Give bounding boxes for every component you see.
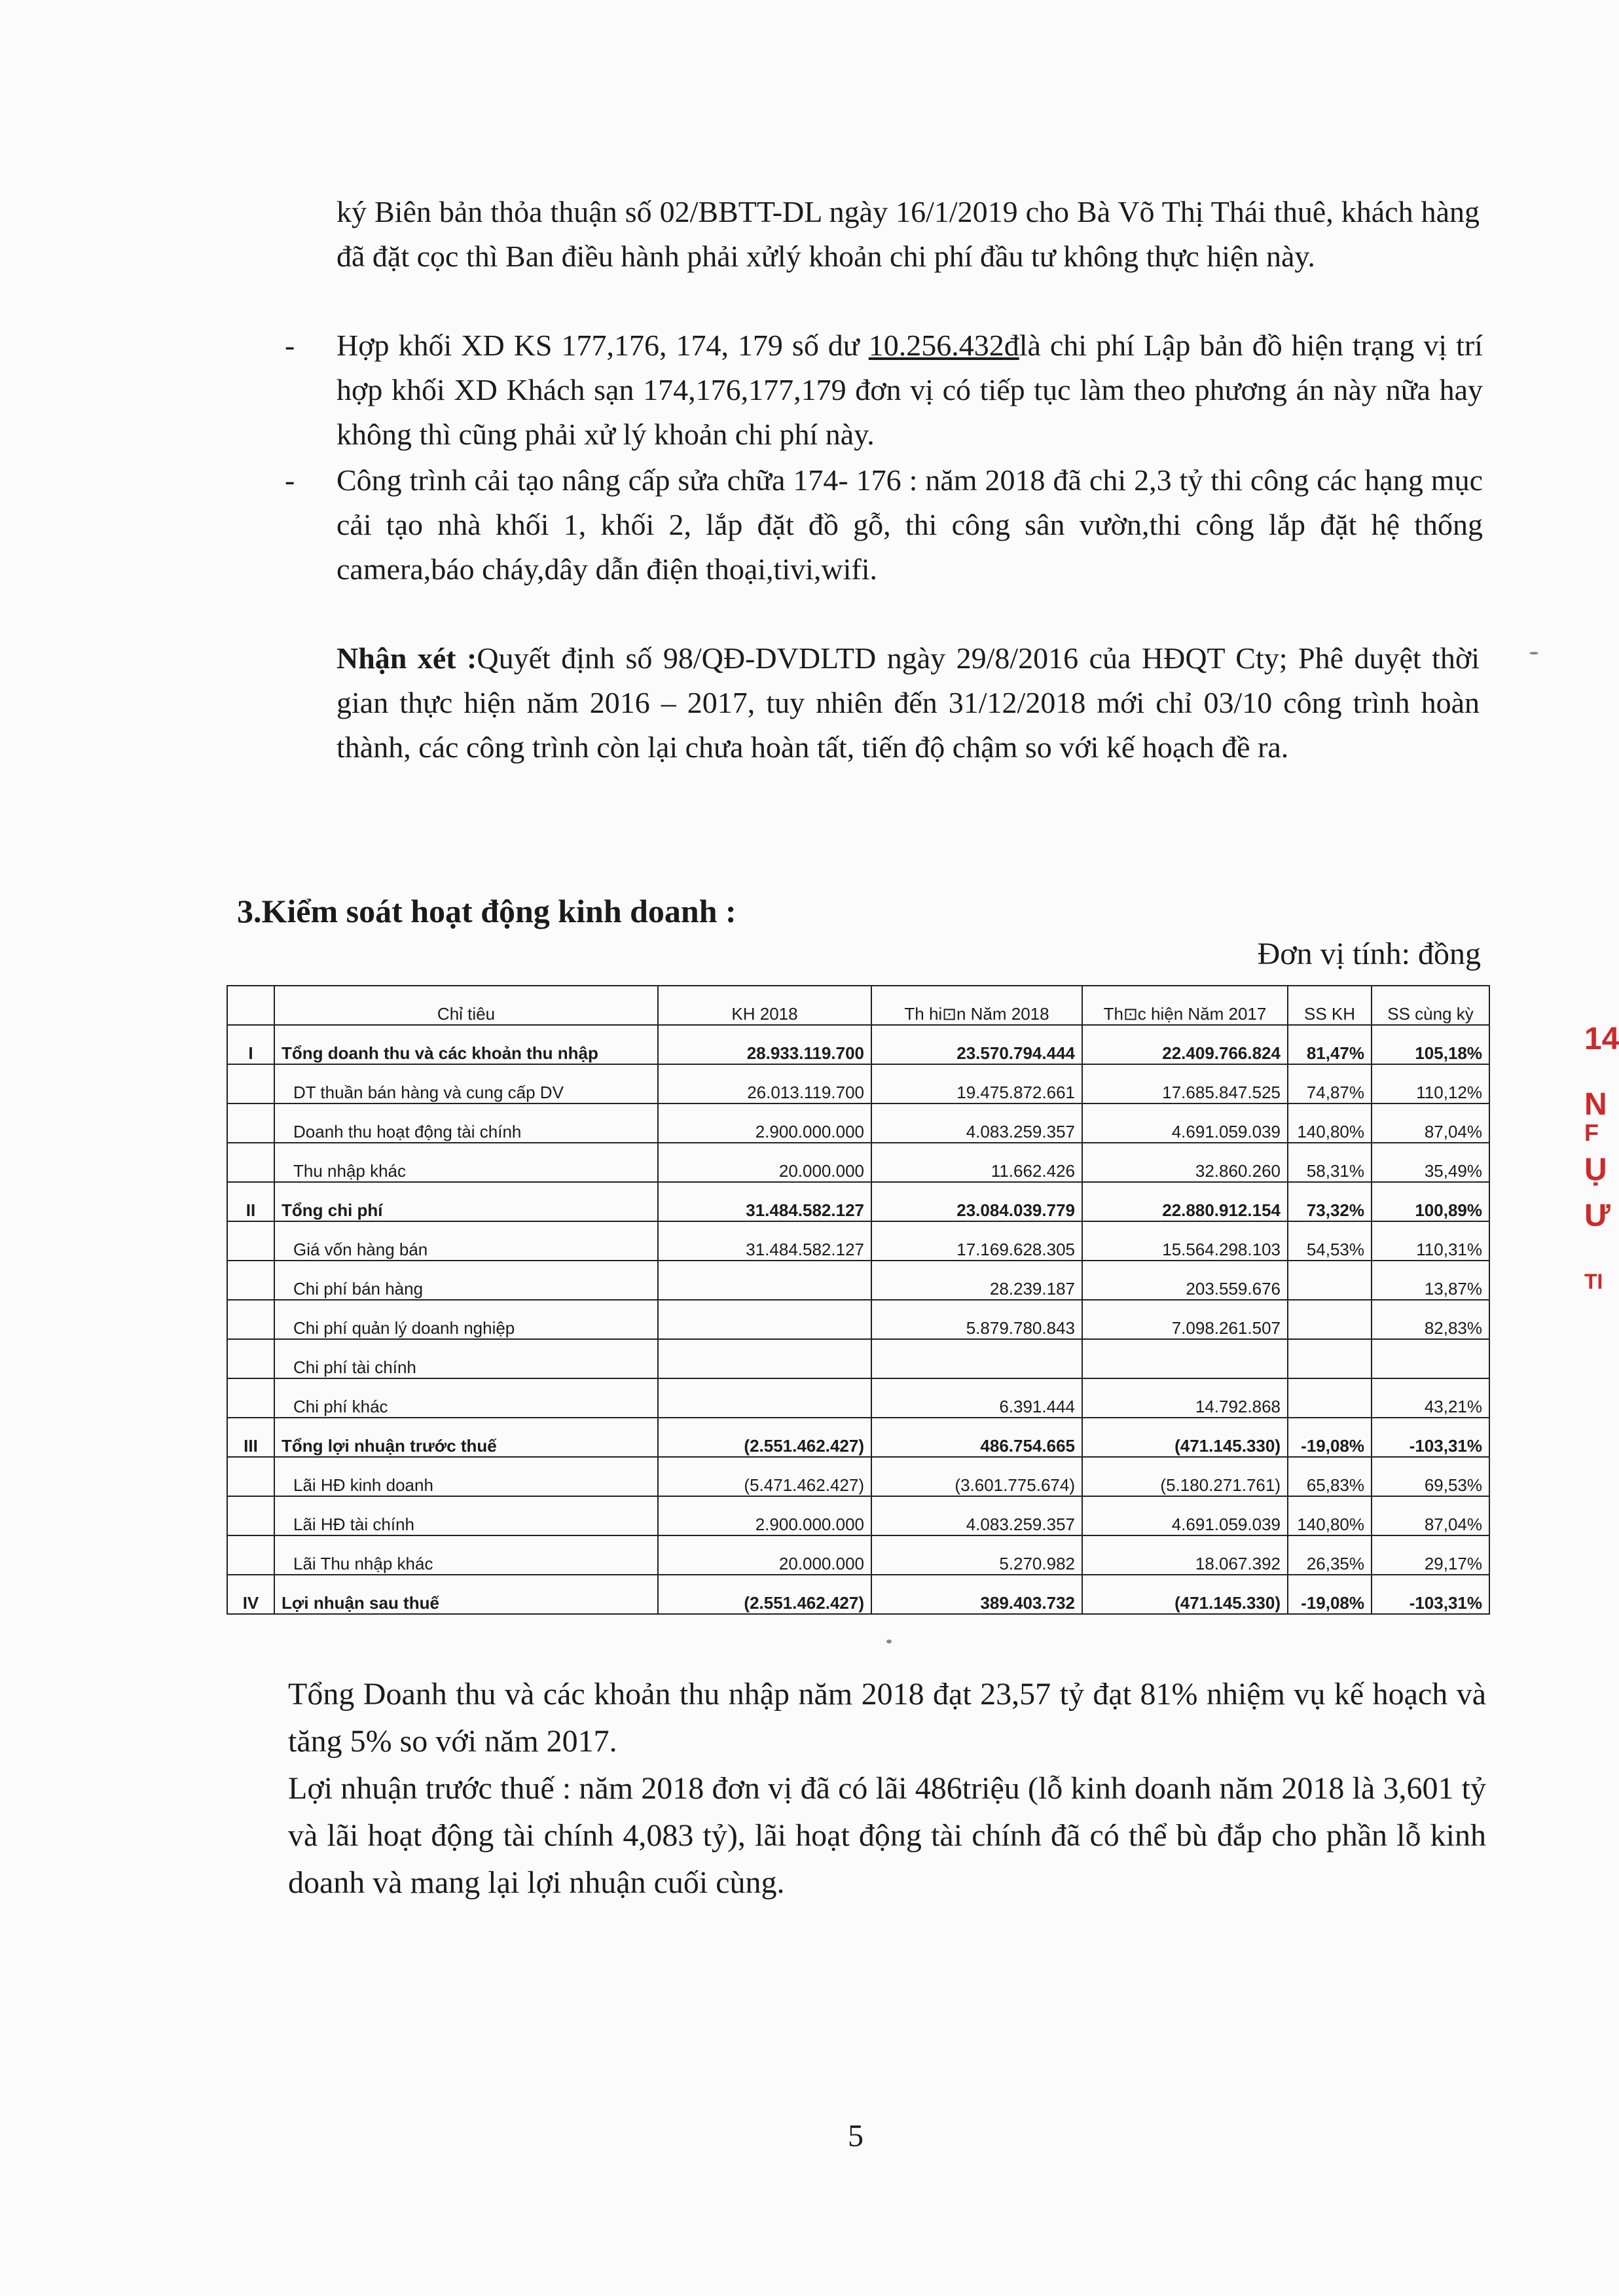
bullet-dash: - xyxy=(285,329,295,362)
intro-text: ký Biên bản thỏa thuận số 02/BBTT-DL ngày 16/1/2019 cho Bà Võ Thị Thái thuê, khách hàng đã đặt cọc thì Ban điều hành phải xửlý khoản chi phí đầu tư không thực hiện này. xyxy=(337,195,1480,273)
summary-profit: Lợi nhuận trước thuế : năm 2018 đơn vị đã có lãi 486triệu (lỗ kinh doanh năm 2018 là 3,601 tỷ và lãi hoạt động tài chính 4,083 tỷ), lãi hoạt động tài chính đã có thể bù đắp cho phần lỗ kinh doanh và mang lại lợi nhuận cuối cùng. xyxy=(288,1771,1486,1900)
row-vs-last-year: 82,83% xyxy=(1372,1300,1489,1339)
header-plan-2018: KH 2018 xyxy=(658,986,871,1025)
row-no: II xyxy=(227,1182,274,1221)
row-indicator: Chi phí tài chính xyxy=(274,1339,658,1378)
business-results-table xyxy=(227,985,1490,1615)
row-actual-2018: 4.083.259.357 xyxy=(871,1103,1082,1143)
table-row xyxy=(227,1300,1489,1339)
row-actual-2018: 4.083.259.357 xyxy=(871,1496,1082,1535)
row-indicator: Giá vốn hàng bán xyxy=(274,1221,658,1261)
row-vs-last-year xyxy=(1372,1339,1489,1378)
row-actual-2018: 19.475.872.661 xyxy=(871,1064,1082,1103)
table-row xyxy=(227,1064,1489,1103)
row-plan-2018 xyxy=(658,1261,871,1300)
row-actual-2017: 15.564.298.103 xyxy=(1082,1221,1288,1261)
row-vs-last-year: 110,12% xyxy=(1372,1064,1489,1103)
row-vs-last-year: 110,31% xyxy=(1372,1221,1489,1261)
row-indicator: Tổng doanh thu và các khoản thu nhập xyxy=(274,1025,658,1064)
row-vs-last-year: 35,49% xyxy=(1372,1143,1489,1182)
bullet-item xyxy=(285,323,1483,457)
bullet-text xyxy=(337,323,1483,457)
summary-block xyxy=(288,1671,1486,1907)
row-vs-plan: 74,87% xyxy=(1288,1064,1372,1103)
row-indicator: Lợi nhuận sau thuế xyxy=(274,1575,658,1614)
row-plan-2018: (2.551.462.427) xyxy=(658,1418,871,1457)
row-vs-last-year: -103,31% xyxy=(1372,1418,1489,1457)
row-no: III xyxy=(227,1418,274,1457)
row-vs-plan: 26,35% xyxy=(1288,1535,1372,1575)
row-vs-plan xyxy=(1288,1300,1372,1339)
row-indicator: Chi phí khác xyxy=(274,1378,658,1418)
row-indicator: Tổng lợi nhuận trước thuế xyxy=(274,1418,658,1457)
row-actual-2018: 23.570.794.444 xyxy=(871,1025,1082,1064)
row-indicator: Lãi HĐ tài chính xyxy=(274,1496,658,1535)
stamp-fragment: TI xyxy=(1584,1270,1603,1293)
header-actual-2018: Th hi⊡n Năm 2018 xyxy=(871,986,1082,1025)
header-indicator: Chỉ tiêu xyxy=(274,986,658,1025)
row-plan-2018: 2.900.000.000 xyxy=(658,1103,871,1143)
row-actual-2017: 4.691.059.039 xyxy=(1082,1496,1288,1535)
row-vs-plan: 73,32% xyxy=(1288,1182,1372,1221)
bullet-item xyxy=(285,458,1483,592)
row-plan-2018 xyxy=(658,1339,871,1378)
stamp-fragment: Ụ xyxy=(1584,1153,1607,1187)
row-actual-2018: 389.403.732 xyxy=(871,1575,1082,1614)
bullet-dash: - xyxy=(285,463,295,497)
row-vs-plan: -19,08% xyxy=(1288,1418,1372,1457)
row-vs-last-year: 87,04% xyxy=(1372,1496,1489,1535)
row-actual-2017: 32.860.260 xyxy=(1082,1143,1288,1182)
row-plan-2018: 20.000.000 xyxy=(658,1143,871,1182)
row-no xyxy=(227,1378,274,1418)
summary-revenue: Tổng Doanh thu và các khoản thu nhập năm 2018 đạt 23,57 tỷ đạt 81% nhiệm vụ kế hoạch và tăng 5% so với năm 2017. xyxy=(288,1677,1486,1759)
stamp-fragment: Ư xyxy=(1584,1198,1610,1233)
row-actual-2018: 6.391.444 xyxy=(871,1378,1082,1418)
row-no xyxy=(227,1535,274,1575)
row-plan-2018: 26.013.119.700 xyxy=(658,1064,871,1103)
row-no xyxy=(227,1103,274,1143)
row-plan-2018: (5.471.462.427) xyxy=(658,1457,871,1496)
row-actual-2017: (5.180.271.761) xyxy=(1082,1457,1288,1496)
row-plan-2018: 31.484.582.127 xyxy=(658,1221,871,1261)
row-vs-plan xyxy=(1288,1339,1372,1378)
row-actual-2017: 7.098.261.507 xyxy=(1082,1300,1288,1339)
row-actual-2017: 17.685.847.525 xyxy=(1082,1064,1288,1103)
page-number: 5 xyxy=(848,2119,864,2153)
row-plan-2018: (2.551.462.427) xyxy=(658,1575,871,1614)
header-vs-last-year: SS cùng kỳ xyxy=(1372,986,1489,1025)
row-actual-2017: (471.145.330) xyxy=(1082,1575,1288,1614)
row-vs-last-year: 29,17% xyxy=(1372,1535,1489,1575)
row-actual-2018: 5.879.780.843 xyxy=(871,1300,1082,1339)
table-row xyxy=(227,1457,1489,1496)
table-row xyxy=(227,1496,1489,1535)
row-plan-2018 xyxy=(658,1378,871,1418)
row-vs-last-year: 69,53% xyxy=(1372,1457,1489,1496)
table-row xyxy=(227,1143,1489,1182)
table-row xyxy=(227,1339,1489,1378)
table-header-row xyxy=(227,986,1489,1025)
stamp-fragment: 14 xyxy=(1584,1022,1619,1056)
row-vs-last-year: 105,18% xyxy=(1372,1025,1489,1064)
bullet-text xyxy=(337,458,1483,592)
row-vs-plan: 54,53% xyxy=(1288,1221,1372,1261)
row-plan-2018: 31.484.582.127 xyxy=(658,1182,871,1221)
row-actual-2017 xyxy=(1082,1339,1288,1378)
row-no xyxy=(227,1064,274,1103)
row-no xyxy=(227,1261,274,1300)
row-actual-2017: 4.691.059.039 xyxy=(1082,1103,1288,1143)
row-indicator: DT thuần bán hàng và cung cấp DV xyxy=(274,1064,658,1103)
row-actual-2017: (471.145.330) xyxy=(1082,1418,1288,1457)
remark-label: Nhận xét : xyxy=(337,641,477,675)
row-plan-2018: 20.000.000 xyxy=(658,1535,871,1575)
row-vs-plan xyxy=(1288,1261,1372,1300)
row-indicator: Lãi Thu nhập khác xyxy=(274,1535,658,1575)
bullet-text-before: Hợp khối XD KS 177,176, 174, 179 số dư xyxy=(337,329,869,362)
table-row xyxy=(227,1575,1489,1614)
row-vs-plan: 140,80% xyxy=(1288,1103,1372,1143)
row-actual-2018 xyxy=(871,1339,1082,1378)
table-row xyxy=(227,1221,1489,1261)
unit-label: Đơn vị tính: đồng xyxy=(1257,937,1481,971)
row-vs-last-year: 100,89% xyxy=(1372,1182,1489,1221)
row-vs-plan xyxy=(1288,1378,1372,1418)
intro-paragraph xyxy=(337,190,1480,279)
stamp-fragment: F xyxy=(1584,1119,1599,1146)
scan-speck xyxy=(886,1640,892,1643)
row-actual-2017: 22.880.912.154 xyxy=(1082,1182,1288,1221)
row-actual-2018: 11.662.426 xyxy=(871,1143,1082,1182)
row-vs-plan: 58,31% xyxy=(1288,1143,1372,1182)
row-actual-2018: 23.084.039.779 xyxy=(871,1182,1082,1221)
row-vs-plan: 81,47% xyxy=(1288,1025,1372,1064)
remark-paragraph xyxy=(337,636,1480,770)
remark-text: Quyết định số 98/QĐ-DVDLTD ngày 29/8/2016 của HĐQT Cty; Phê duyệt thời gian thực hiện năm 2016 – 2017, tuy nhiên đến 31/12/2018 mới chỉ 03/10 công trình hoàn thành, các công trình còn lại chưa hoàn tất, tiến độ chậm so với kế hoạch đề ra. xyxy=(337,641,1480,764)
row-plan-2018: 2.900.000.000 xyxy=(658,1496,871,1535)
row-indicator: Chi phí bán hàng xyxy=(274,1261,658,1300)
section-heading: 3.Kiểm soát hoạt động kinh doanh : xyxy=(237,893,737,929)
header-no xyxy=(227,986,274,1025)
table-row xyxy=(227,1025,1489,1064)
row-actual-2017: 14.792.868 xyxy=(1082,1378,1288,1418)
row-actual-2017: 22.409.766.824 xyxy=(1082,1025,1288,1064)
row-no xyxy=(227,1300,274,1339)
table-row xyxy=(227,1261,1489,1300)
table-row xyxy=(227,1535,1489,1575)
row-no xyxy=(227,1339,274,1378)
bullet-text-after: là chi phí Lập bản đồ hiện trạng vị trí hợp khối XD Khách sạn 174,176,177,179 đơn vị có tiếp tục làm theo phương án này nữa hay không thì cũng phải xử lý khoản chi phí này. xyxy=(337,329,1483,451)
row-actual-2018: 486.754.665 xyxy=(871,1418,1082,1457)
row-indicator: Chi phí quản lý doanh nghiệp xyxy=(274,1300,658,1339)
header-actual-2017: Th⊡c hiện Năm 2017 xyxy=(1082,986,1288,1025)
stamp-fragment: N xyxy=(1584,1087,1607,1122)
row-actual-2018: 28.239.187 xyxy=(871,1261,1082,1300)
row-vs-last-year: -103,31% xyxy=(1372,1575,1489,1614)
row-indicator: Lãi HĐ kinh doanh xyxy=(274,1457,658,1496)
row-vs-plan: 140,80% xyxy=(1288,1496,1372,1535)
row-actual-2018: 17.169.628.305 xyxy=(871,1221,1082,1261)
row-no: IV xyxy=(227,1575,274,1614)
table-row xyxy=(227,1418,1489,1457)
row-no xyxy=(227,1221,274,1261)
row-actual-2017: 203.559.676 xyxy=(1082,1261,1288,1300)
table-row xyxy=(227,1182,1489,1221)
row-vs-plan: 65,83% xyxy=(1288,1457,1372,1496)
row-actual-2017: 18.067.392 xyxy=(1082,1535,1288,1575)
row-no: I xyxy=(227,1025,274,1064)
row-vs-last-year: 87,04% xyxy=(1372,1103,1489,1143)
scan-speck xyxy=(1529,652,1538,655)
row-vs-plan: -19,08% xyxy=(1288,1575,1372,1614)
header-vs-plan: SS KH xyxy=(1288,986,1372,1025)
row-vs-last-year: 43,21% xyxy=(1372,1378,1489,1418)
row-plan-2018 xyxy=(658,1300,871,1339)
row-no xyxy=(227,1457,274,1496)
row-actual-2018: (3.601.775.674) xyxy=(871,1457,1082,1496)
row-indicator: Tổng chi phí xyxy=(274,1182,658,1221)
row-indicator: Doanh thu hoạt động tài chính xyxy=(274,1103,658,1143)
row-vs-last-year: 13,87% xyxy=(1372,1261,1489,1300)
row-no xyxy=(227,1496,274,1535)
row-plan-2018: 28.933.119.700 xyxy=(658,1025,871,1064)
table-row xyxy=(227,1378,1489,1418)
row-indicator: Thu nhập khác xyxy=(274,1143,658,1182)
row-actual-2018: 5.270.982 xyxy=(871,1535,1082,1575)
bullet-text-before: Công trình cải tạo nâng cấp sửa chữa 174- 176 : năm 2018 đã chi 2,3 tỷ thi công các hạng mục cải tạo nhà khối 1, khối 2, lắp đặt đồ gỗ, thi công sân vườn,thi công lắp đặt hệ thống camera,báo cháy,dây dẫn điện thoại,tivi,wifi. xyxy=(337,463,1483,586)
bullet-amount: 10.256.432đ xyxy=(868,329,1019,362)
row-no xyxy=(227,1143,274,1182)
table-row xyxy=(227,1103,1489,1143)
